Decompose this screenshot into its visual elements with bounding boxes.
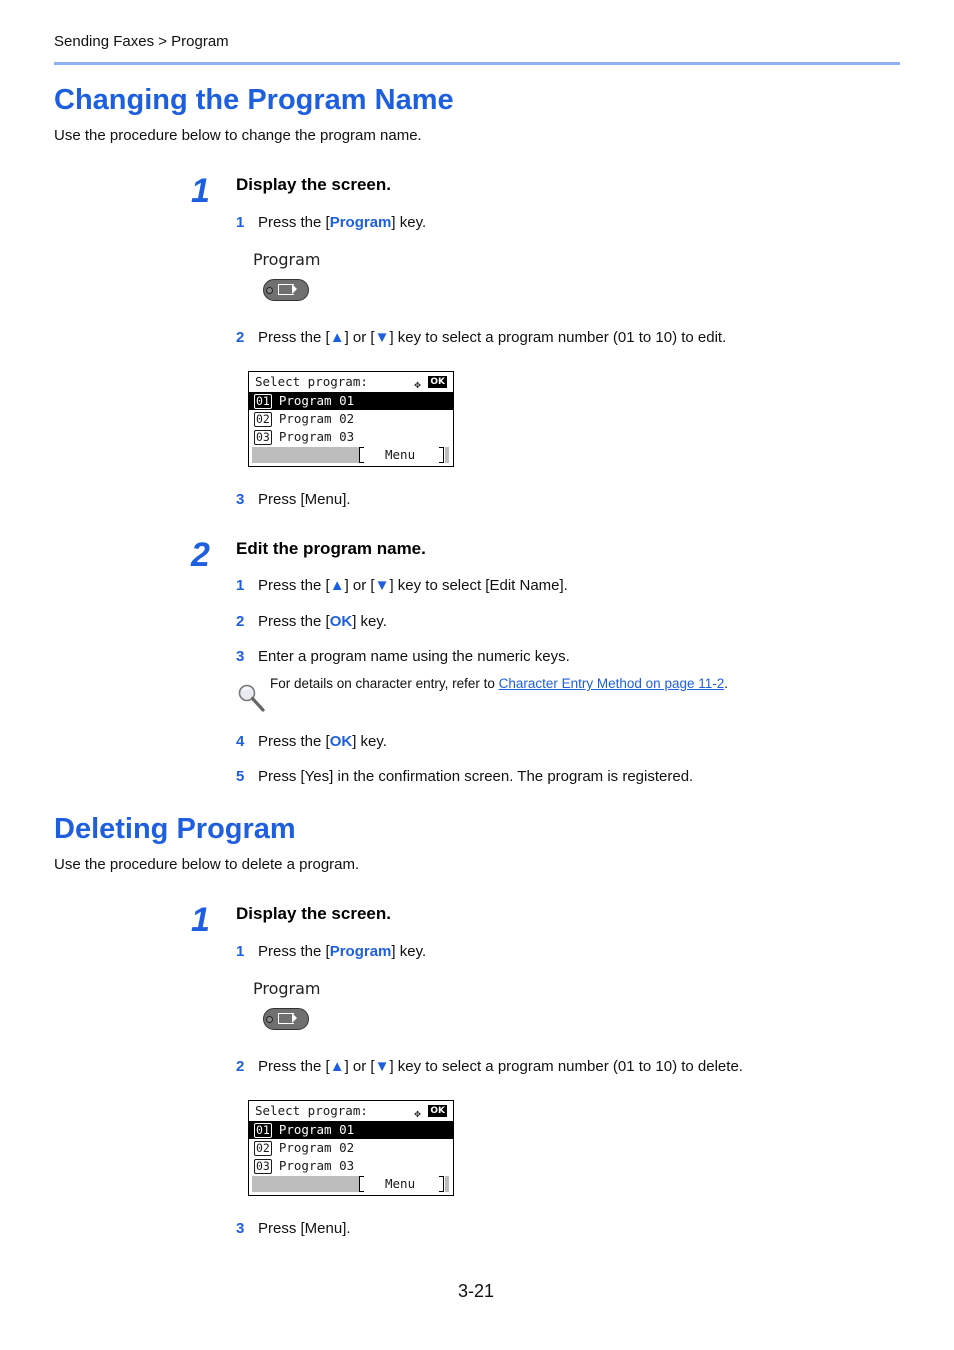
led-indicator-icon — [266, 287, 273, 294]
step-title: Display the screen. — [236, 904, 391, 923]
program-key-label: Program — [253, 979, 321, 998]
ok-icon: OK — [430, 1106, 445, 1116]
key-name: OK — [329, 733, 353, 750]
page-number: 3-21 — [458, 1281, 495, 1301]
lcd-footer — [249, 446, 453, 465]
lcd-menu-softkey: Menu — [385, 1176, 416, 1191]
lcd-screen — [248, 1100, 454, 1196]
substep: 3 Press [Menu]. — [236, 1220, 351, 1237]
section-intro: Use the procedure below to delete a program. — [54, 856, 360, 873]
breadcrumb: Sending Faxes > Program — [54, 33, 229, 50]
lcd-row: 03 Program 03 — [256, 1158, 355, 1173]
down-arrow-icon: ▼ — [374, 329, 390, 346]
reference-note: For details on character entry, refer to Character Entry Method on page 11-2. — [270, 676, 729, 691]
cross-arrows-icon: ✥ — [414, 1107, 421, 1120]
led-indicator-icon — [266, 1016, 273, 1023]
step-title: Edit the program name. — [236, 539, 426, 558]
lcd-header: Select program: ✥ OK — [249, 1102, 453, 1120]
program-key-button — [263, 1008, 309, 1030]
substep: 1 Press the [▲] or [▼] key to select [Edit Name]. — [236, 577, 568, 594]
lcd-row: 03 Program 03 — [256, 429, 355, 444]
magnifier-icon — [236, 682, 266, 714]
character-entry-link[interactable]: Character Entry Method on page 11-2 — [498, 676, 725, 691]
key-name: OK — [329, 613, 353, 630]
program-key-button — [263, 279, 309, 301]
key-name: Program — [329, 214, 392, 231]
substep: 2 Press the [OK] key. — [236, 613, 387, 630]
substep: 4 Press the [OK] key. — [236, 733, 387, 750]
section-title-deleting-program: Deleting Program — [54, 813, 296, 845]
substep: 2 Press the [▲] or [▼] key to select a program number (01 to 10) to edit. — [236, 329, 727, 346]
step-title: Display the screen. — [236, 175, 391, 194]
substep: 1 Press the [Program] key. — [236, 943, 427, 960]
lcd-screen — [248, 371, 454, 467]
program-key-label: Program — [253, 250, 321, 269]
substep: 2 Press the [▲] or [▼] key to select a program number (01 to 10) to delete. — [236, 1058, 743, 1075]
ok-icon: OK — [430, 377, 445, 387]
down-arrow-icon: ▼ — [374, 577, 390, 594]
down-arrow-icon: ▼ — [374, 1058, 390, 1075]
step-number: 1 — [191, 172, 210, 210]
section-title-changing-program-name: Changing the Program Name — [54, 84, 454, 116]
up-arrow-icon: ▲ — [329, 577, 345, 594]
lcd-row-selected: 01 Program 01 — [249, 392, 453, 410]
lcd-row-selected: 01 Program 01 — [249, 1121, 453, 1139]
lcd-header: Select program: ✥ OK — [249, 373, 453, 391]
key-name: Program — [329, 943, 392, 960]
step-number: 1 — [191, 901, 210, 939]
section-intro: Use the procedure below to change the program name. — [54, 127, 422, 144]
lcd-row: 02 Program 02 — [256, 1140, 355, 1155]
lcd-menu-softkey: Menu — [385, 447, 416, 462]
substep: 5 Press [Yes] in the confirmation screen. The program is registered. — [236, 768, 694, 785]
step-number: 2 — [191, 536, 210, 574]
lcd-row: 02 Program 02 — [256, 411, 355, 426]
substep: 3 Enter a program name using the numeric keys. — [236, 648, 570, 665]
substep-number: 1 — [236, 214, 245, 231]
up-arrow-icon: ▲ — [329, 1058, 345, 1075]
substep: 3 Press [Menu]. — [236, 491, 351, 508]
up-arrow-icon: ▲ — [329, 329, 345, 346]
lcd-footer — [249, 1175, 453, 1194]
substep: 1 Press the [Program] key. — [236, 214, 427, 231]
header-rule — [54, 62, 900, 65]
cross-arrows-icon: ✥ — [414, 378, 421, 391]
